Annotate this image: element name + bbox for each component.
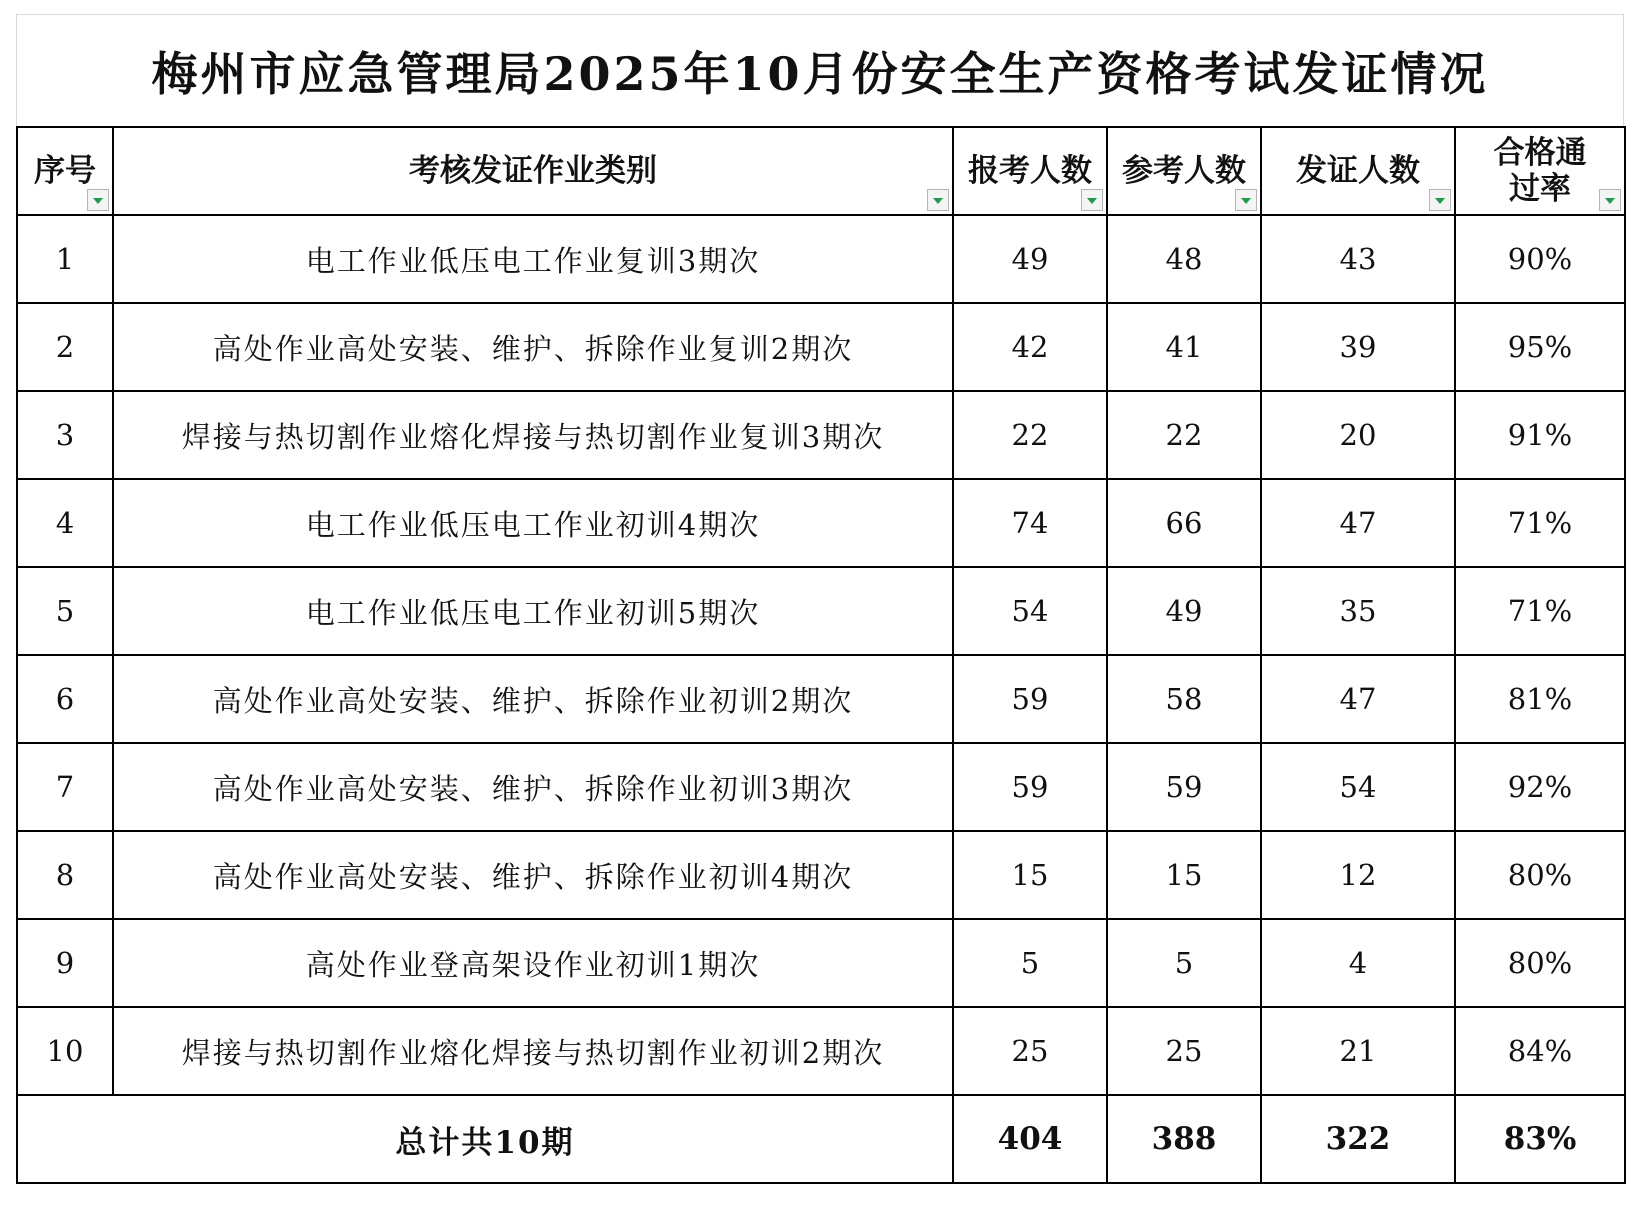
cell-certified: 43 <box>1261 215 1455 303</box>
cell-registered: 5 <box>953 919 1107 1007</box>
cell-certified: 47 <box>1261 655 1455 743</box>
header-index-label: 序号 <box>34 152 96 189</box>
header-registered <box>953 127 1107 215</box>
cell-category: 电工作业低压电工作业复训3期次 <box>113 215 953 303</box>
table-row <box>17 743 1625 831</box>
header-pass-rate <box>1455 127 1625 215</box>
cell-attended: 66 <box>1107 479 1261 567</box>
cell-certified: 12 <box>1261 831 1455 919</box>
cell-attended: 25 <box>1107 1007 1261 1095</box>
cell-certified: 47 <box>1261 479 1455 567</box>
cell-registered: 22 <box>953 391 1107 479</box>
header-attended <box>1107 127 1261 215</box>
header-certified-label: 发证人数 <box>1296 152 1420 189</box>
sheet-title: 梅州市应急管理局2025年10月份安全生产资格考试发证情况 <box>16 14 1624 127</box>
cell-pass-rate: 91% <box>1455 391 1625 479</box>
header-index <box>17 127 113 215</box>
filter-dropdown-icon[interactable] <box>927 189 949 211</box>
total-certified: 322 <box>1261 1095 1455 1183</box>
header-pass-rate-label: 合格通过率 <box>1493 135 1587 207</box>
cell-category: 高处作业高处安装、维护、拆除作业复训2期次 <box>113 303 953 391</box>
cell-index: 7 <box>17 743 113 831</box>
total-pass-rate: 83% <box>1455 1095 1625 1183</box>
filter-dropdown-icon[interactable] <box>1235 189 1257 211</box>
cell-attended: 15 <box>1107 831 1261 919</box>
header-row <box>17 127 1625 215</box>
cell-registered: 49 <box>953 215 1107 303</box>
cell-pass-rate: 95% <box>1455 303 1625 391</box>
cell-attended: 58 <box>1107 655 1261 743</box>
table-body <box>17 215 1625 1095</box>
cell-index: 5 <box>17 567 113 655</box>
filter-dropdown-icon[interactable] <box>87 189 109 211</box>
cell-certified: 4 <box>1261 919 1455 1007</box>
cell-registered: 54 <box>953 567 1107 655</box>
cell-category: 电工作业低压电工作业初训5期次 <box>113 567 953 655</box>
cell-attended: 41 <box>1107 303 1261 391</box>
cell-category: 电工作业低压电工作业初训4期次 <box>113 479 953 567</box>
cell-registered: 59 <box>953 655 1107 743</box>
cell-index: 3 <box>17 391 113 479</box>
header-registered-label: 报考人数 <box>968 152 1092 189</box>
cell-attended: 22 <box>1107 391 1261 479</box>
total-registered: 404 <box>953 1095 1107 1183</box>
table-row <box>17 655 1625 743</box>
certification-table <box>16 126 1626 1184</box>
cell-index: 2 <box>17 303 113 391</box>
cell-certified: 35 <box>1261 567 1455 655</box>
cell-registered: 25 <box>953 1007 1107 1095</box>
cell-certified: 20 <box>1261 391 1455 479</box>
cell-pass-rate: 92% <box>1455 743 1625 831</box>
cell-category: 高处作业登高架设作业初训1期次 <box>113 919 953 1007</box>
cell-category: 高处作业高处安装、维护、拆除作业初训3期次 <box>113 743 953 831</box>
filter-dropdown-icon[interactable] <box>1599 189 1621 211</box>
cell-attended: 5 <box>1107 919 1261 1007</box>
cell-index: 4 <box>17 479 113 567</box>
total-label: 总计共10期 <box>17 1095 953 1183</box>
cell-pass-rate: 71% <box>1455 567 1625 655</box>
table-row <box>17 567 1625 655</box>
header-category <box>113 127 953 215</box>
cell-registered: 15 <box>953 831 1107 919</box>
cell-pass-rate: 71% <box>1455 479 1625 567</box>
cell-index: 9 <box>17 919 113 1007</box>
cell-certified: 39 <box>1261 303 1455 391</box>
cell-registered: 42 <box>953 303 1107 391</box>
cell-category: 焊接与热切割作业熔化焊接与热切割作业初训2期次 <box>113 1007 953 1095</box>
table-row <box>17 479 1625 567</box>
cell-index: 6 <box>17 655 113 743</box>
spreadsheet <box>16 14 1624 1210</box>
header-attended-label: 参考人数 <box>1122 152 1246 189</box>
cell-pass-rate: 80% <box>1455 919 1625 1007</box>
table-row <box>17 303 1625 391</box>
cell-index: 1 <box>17 215 113 303</box>
cell-attended: 49 <box>1107 567 1261 655</box>
filter-dropdown-icon[interactable] <box>1429 189 1451 211</box>
table-row <box>17 1007 1625 1095</box>
cell-pass-rate: 80% <box>1455 831 1625 919</box>
cell-pass-rate: 81% <box>1455 655 1625 743</box>
cell-certified: 21 <box>1261 1007 1455 1095</box>
cell-category: 焊接与热切割作业熔化焊接与热切割作业复训3期次 <box>113 391 953 479</box>
cell-attended: 59 <box>1107 743 1261 831</box>
cell-index: 8 <box>17 831 113 919</box>
filter-dropdown-icon[interactable] <box>1081 189 1103 211</box>
cell-registered: 74 <box>953 479 1107 567</box>
total-attended: 388 <box>1107 1095 1261 1183</box>
table-row <box>17 919 1625 1007</box>
cell-certified: 54 <box>1261 743 1455 831</box>
cell-index: 10 <box>17 1007 113 1095</box>
cell-category: 高处作业高处安装、维护、拆除作业初训4期次 <box>113 831 953 919</box>
cell-pass-rate: 84% <box>1455 1007 1625 1095</box>
cell-attended: 48 <box>1107 215 1261 303</box>
total-row <box>17 1095 1625 1183</box>
header-category-label: 考核发证作业类别 <box>409 152 657 189</box>
table-row <box>17 391 1625 479</box>
header-certified <box>1261 127 1455 215</box>
cell-registered: 59 <box>953 743 1107 831</box>
cell-category: 高处作业高处安装、维护、拆除作业初训2期次 <box>113 655 953 743</box>
table-row <box>17 215 1625 303</box>
cell-pass-rate: 90% <box>1455 215 1625 303</box>
table-row <box>17 831 1625 919</box>
